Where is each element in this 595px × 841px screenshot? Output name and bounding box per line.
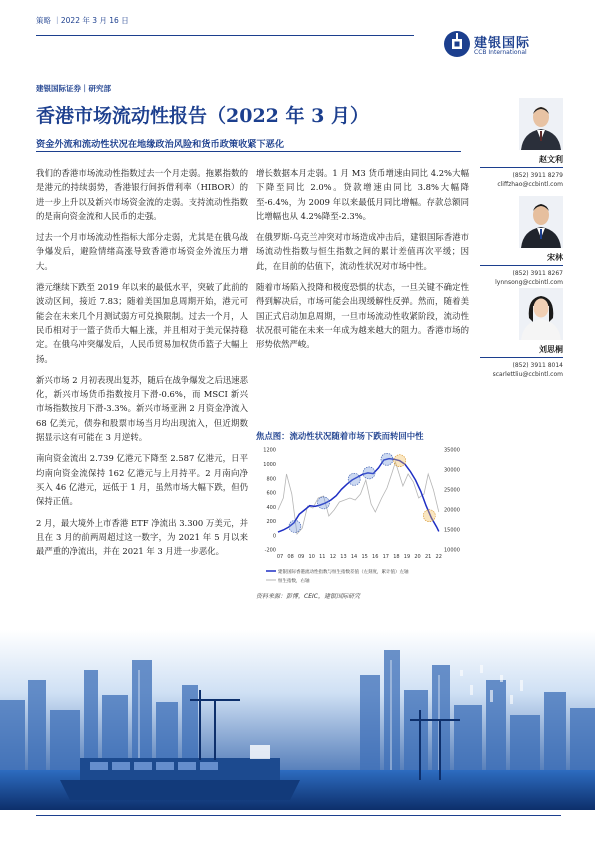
analyst-phone: (852) 3911 8014 (512, 362, 563, 369)
x-tick-label: 13 (340, 554, 347, 560)
y-left-tick-label: -200 (264, 547, 276, 554)
header-divider (36, 35, 414, 36)
paragraph: 在俄罗斯-乌克兰冲突对市场造成冲击后，建银国际香港市场流动性指数与恒生指数之间的累计差值再次平缓；因此，在目前的估值下，流动性状况对市场中性。 (256, 232, 469, 271)
footer-divider (36, 815, 561, 816)
x-tick-label: 12 (329, 554, 337, 560)
analyst-divider (480, 357, 563, 358)
paragraph: 2 月，最大境外上市香港 ETF 净流出 3.300 万美元，并且在 3 月的前两周超过这一数字，为 2021 年 5 月以来最严重的净流出，并在 2021 年 3 月进一步恶化。 (36, 517, 248, 557)
y-left-tick-label: 1200 (263, 447, 276, 454)
x-tick-label: 14 (350, 554, 358, 560)
paragraph: 我们的香港市场流动性指数过去一个月走弱。拖累指数的是港元的持续弱势，香港银行间拆借利率（HIBOR）的进一步上升以及新兴市场资金流的走弱。支持流动性指数的是南向资金流和人民币的走强。 (36, 168, 248, 221)
analyst-portrait-icon (519, 196, 563, 248)
ccbi-logo-icon (443, 30, 471, 58)
liquidity-series-line (278, 459, 439, 532)
y-left-tick-label: 0 (272, 533, 276, 540)
paragraph: 南向资金流出 2.739 亿港元下降至 2.587 亿港元，日平均南向资金流保持 162 亿港元与上月持平。2 月南向净买入 46 亿港元，远低于 1 月，虽然市场大幅下跌，但仍保持正值。 (36, 453, 248, 507)
legend-label: 恒生指数，右轴 (278, 579, 310, 584)
report-subtitle: 资金外流和流动性状况在地缘政治风险和货币政策收紧下恶化 (36, 139, 285, 150)
chart-highlight-marker (363, 467, 375, 479)
chart-heading: 焦点图：流动性状况随着市场下跌而转回中性 (256, 431, 424, 441)
y-left-tick-label: 1000 (263, 461, 276, 468)
y-right-tick-label: 20000 (444, 507, 460, 514)
analyst-portrait-icon (519, 288, 563, 340)
x-tick-label: 08 (287, 554, 294, 560)
x-tick-label: 21 (424, 554, 432, 560)
left-column (36, 166, 248, 565)
analyst-portrait-icon (519, 98, 563, 150)
paragraph: 港元继续下跌至 2019 年以来的最低水平，突破了此前的波动区间，接近 7.83；随着美国加息周期开始，港元可能会在未来几个月测试弱方可兑换限制。过去一个月，人民币相对于一篮子货币大幅上涨，并且相对于美元保持稳定。在俄乌冲突爆发后，人民币贸易加权货币篮子大幅上扬。 (36, 282, 248, 364)
chart-highlight-marker (423, 510, 435, 522)
y-right-tick-label: 30000 (444, 467, 460, 474)
analyst-photo (519, 98, 563, 150)
analyst-card (480, 288, 563, 379)
analyst-name: 赵文利 (539, 155, 563, 164)
legend-label: 建银国际香港流动性指数与恒生指数差值（左刻度，累计值）左轴 (278, 570, 409, 575)
y-left-tick-label: 800 (266, 476, 276, 483)
y-right-tick-label: 15000 (444, 527, 460, 534)
cityscape-banner (0, 630, 595, 810)
y-left-tick-label: 200 (266, 519, 276, 526)
paragraph: 过去一个月市场流动性指标大部分走弱，尤其是在俄乌战争爆发后，避险情绪高涨导致香港市场资金外流压力增大。 (36, 232, 248, 271)
x-tick-label: 20 (414, 554, 421, 560)
y-right-tick-label: 10000 (444, 547, 460, 554)
analyst-phone: (852) 3911 8279 (512, 172, 563, 179)
x-tick-label: 19 (403, 554, 411, 560)
chart-canvas (256, 442, 469, 587)
chart-source: 资料来源：彭博，CEIC，建银国际研究 (256, 593, 360, 600)
x-tick-label: 09 (297, 554, 305, 560)
analyst-name: 刘思桐 (539, 345, 563, 354)
liquidity-chart (256, 442, 469, 587)
y-left-tick-label: 400 (266, 504, 276, 511)
ccbi-logo (443, 30, 563, 62)
analyst-email[interactable]: cliffzhao@ccbintl.com (497, 181, 563, 188)
x-tick-label: 22 (435, 554, 442, 560)
x-tick-label: 10 (308, 554, 315, 560)
analyst-email[interactable]: scarlettliu@ccbintl.com (492, 371, 563, 378)
paragraph: 新兴市场 2 月初表现出复苏，随后在战争爆发之后迅速恶化，新兴市场货币指数按月下滑-0.6%，而 MSCI 新兴市场指数按月下滑-3.3%。新兴市场亚洲 2 月资金净流入 68 亿美元，债券和股票市场当月均出现流入，但近期数据显示这有可能在 3 月逆转。 (36, 374, 248, 443)
right-column (256, 166, 469, 359)
cityscape-image (0, 630, 595, 810)
x-tick-label: 15 (361, 554, 368, 560)
x-tick-label: 17 (382, 554, 389, 560)
x-tick-label: 07 (276, 554, 284, 560)
logo-text-cn: 建银国际 (474, 36, 531, 51)
analyst-card (480, 98, 563, 189)
hsi-series-line (278, 462, 439, 534)
analyst-divider (480, 167, 563, 168)
chart-highlight-marker (381, 453, 393, 465)
y-left-tick-label: 600 (266, 490, 276, 497)
x-tick-label: 18 (393, 554, 400, 560)
report-title: 香港市场流动性报告（2022 年 3 月） (36, 105, 369, 127)
analyst-phone: (852) 3911 8267 (512, 270, 563, 277)
x-tick-label: 11 (319, 554, 326, 560)
analyst-divider (480, 265, 563, 266)
chart-highlight-marker (394, 455, 406, 467)
y-right-tick-label: 25000 (444, 487, 460, 494)
chart-highlight-marker (348, 473, 360, 485)
analyst-photo (519, 288, 563, 340)
analyst-card (480, 196, 563, 287)
paragraph: 随着市场陷入投降和极度恐惧的状态，一旦关键不确定性得到解决后，市场可能会出现缓解性反弹。然而，随着美国正式启动加息周期，一旦市场流动性收紧阶段，流动性状况很可能在未来一年成为越来越大的阻力。香港市场的形势依然严峻。 (256, 282, 469, 350)
analyst-email[interactable]: lynnsong@ccbintl.com (495, 279, 563, 286)
analyst-photo (519, 196, 563, 248)
chart-highlight-marker (289, 520, 301, 532)
paragraph: 增长数据本月走弱。1 月 M3 货币增速由同比 4.2%大幅下降至同比 2.0%。贷款增速由同比 3.8%大幅降至-6.4%，为 2009 年以来最低月同比增幅。存款总额同比增幅也从 4.2%降至-2.3%。 (256, 168, 469, 221)
logo-text-en: CCB International (474, 49, 527, 56)
report-org: 建银国际证券｜研究部 (36, 84, 111, 93)
analyst-name: 宋林 (547, 253, 563, 262)
y-right-tick-label: 35000 (444, 447, 460, 454)
title-divider (36, 151, 461, 152)
chart-highlight-marker (318, 497, 330, 509)
x-tick-label: 16 (372, 554, 379, 560)
header-meta: 策略 ｜2022 年 3 月 16 日 (36, 16, 129, 25)
